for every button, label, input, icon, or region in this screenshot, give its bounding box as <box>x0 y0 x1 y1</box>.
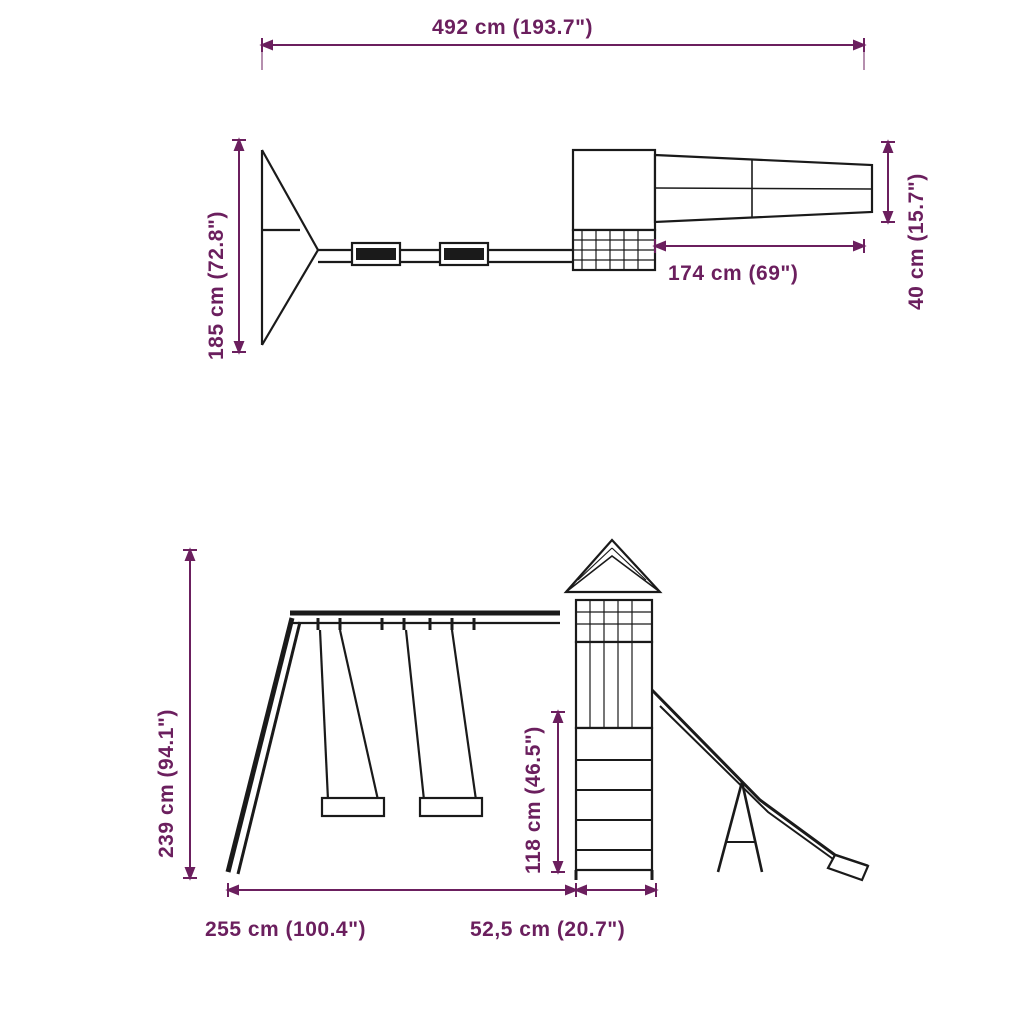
dimension-label-slide-width: 40 cm (15.7") <box>905 173 928 310</box>
top-view-group <box>262 150 872 345</box>
front-view-group <box>228 540 868 880</box>
dimension-label-tower-width: 52,5 cm (20.7") <box>470 918 626 941</box>
dimension-label-overall-width: 492 cm (193.7") <box>432 16 594 39</box>
dimension-label-overall-height: 239 cm (94.1") <box>155 709 178 858</box>
dimension-label-swing-span: 255 cm (100.4") <box>205 918 367 941</box>
dimension-label-platform-height: 118 cm (46.5") <box>522 726 545 874</box>
dimension-label-tower-depth: 174 cm (69") <box>668 262 799 285</box>
dimension-label-swing-height: 185 cm (72.8") <box>205 211 228 360</box>
